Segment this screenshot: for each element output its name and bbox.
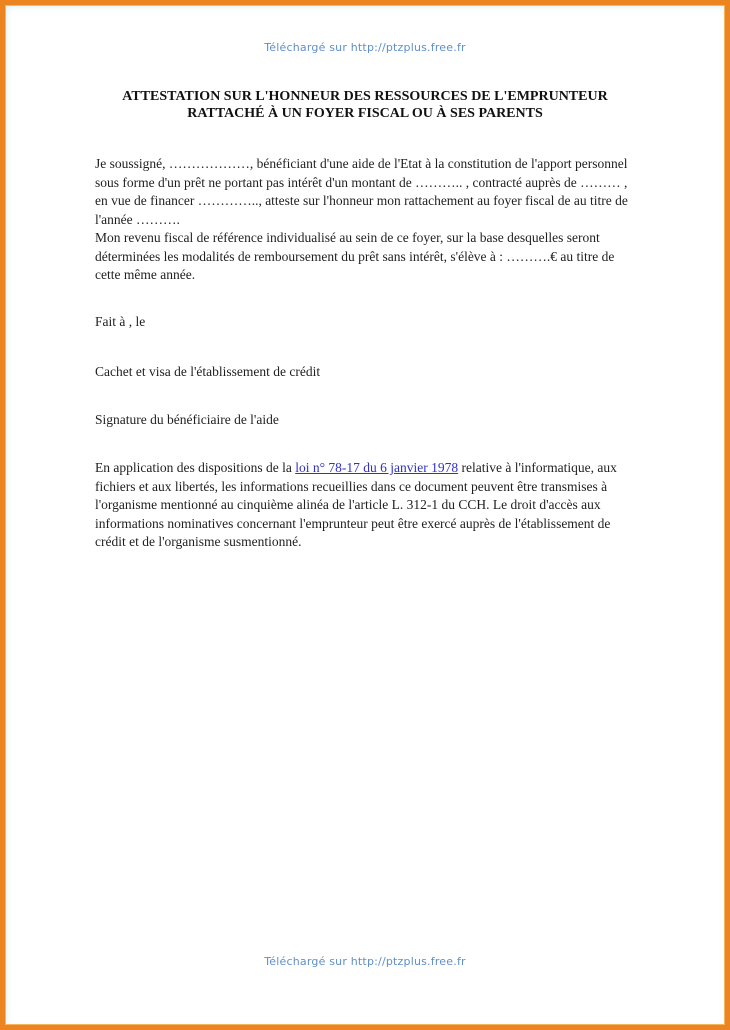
cachet-visa-line: Cachet et visa de l'établissement de crédit — [95, 364, 321, 379]
download-link-top[interactable]: Téléchargé sur http://ptzplus.free.fr — [264, 41, 466, 54]
legal-text-after-link: relative à l'informatique, aux fichiers et aux libertés, les informations recueillies dans ce document peuvent être transmises à l'organisme mentionné au cinquième alinéa de l'article L. 312-1 du CCH. Le droit d'accès aux informations nominatives concernant l'emprunteur peut être exercé auprès de l'établissement de crédit et de l'organisme susmentionné. — [95, 460, 617, 549]
legal-text-before-link: En application des dispositions de la — [95, 460, 296, 475]
legal-paragraph — [95, 459, 643, 552]
main-paragraph-revenue: Mon revenu fiscal de référence individualisé au sein de ce foyer, sur la base desquelles seront déterminées les modalités de remboursement du prêt sans intérêt, s'élève à : ……….€ au titre de cette même année. — [95, 230, 615, 282]
page-title-line1: ATTESTATION SUR L'HONNEUR DES RESSOURCES DE L'EMPRUNTEUR — [122, 89, 608, 104]
signature-line: Signature du bénéficiaire de l'aide — [95, 412, 279, 427]
download-note-bottom — [5, 955, 725, 968]
page-title-line2: RATTACHÉ À UN FOYER FISCAL OU À SES PARENTS — [187, 105, 543, 121]
download-note-top — [5, 41, 725, 54]
main-paragraph-intro: Je soussigné, ………………, bénéficiant d'une aide de l'Etat à la constitution de l'apport personnel sous forme d'un prêt ne portant pas intérêt d'un montant de ……….. , contracté auprès de ……… , en vue de financer ………….., atteste sur l'honneur mon rattachement au foyer fiscal de au titre de l'année ………. — [95, 156, 628, 227]
download-link-bottom[interactable]: Téléchargé sur http://ptzplus.free.fr — [264, 955, 466, 968]
main-paragraph — [95, 155, 643, 285]
page-title — [5, 89, 725, 122]
law-link[interactable]: loi n° 78-17 du 6 janvier 1978 — [295, 460, 459, 475]
fait-a-le-line: Fait à , le — [95, 314, 146, 329]
